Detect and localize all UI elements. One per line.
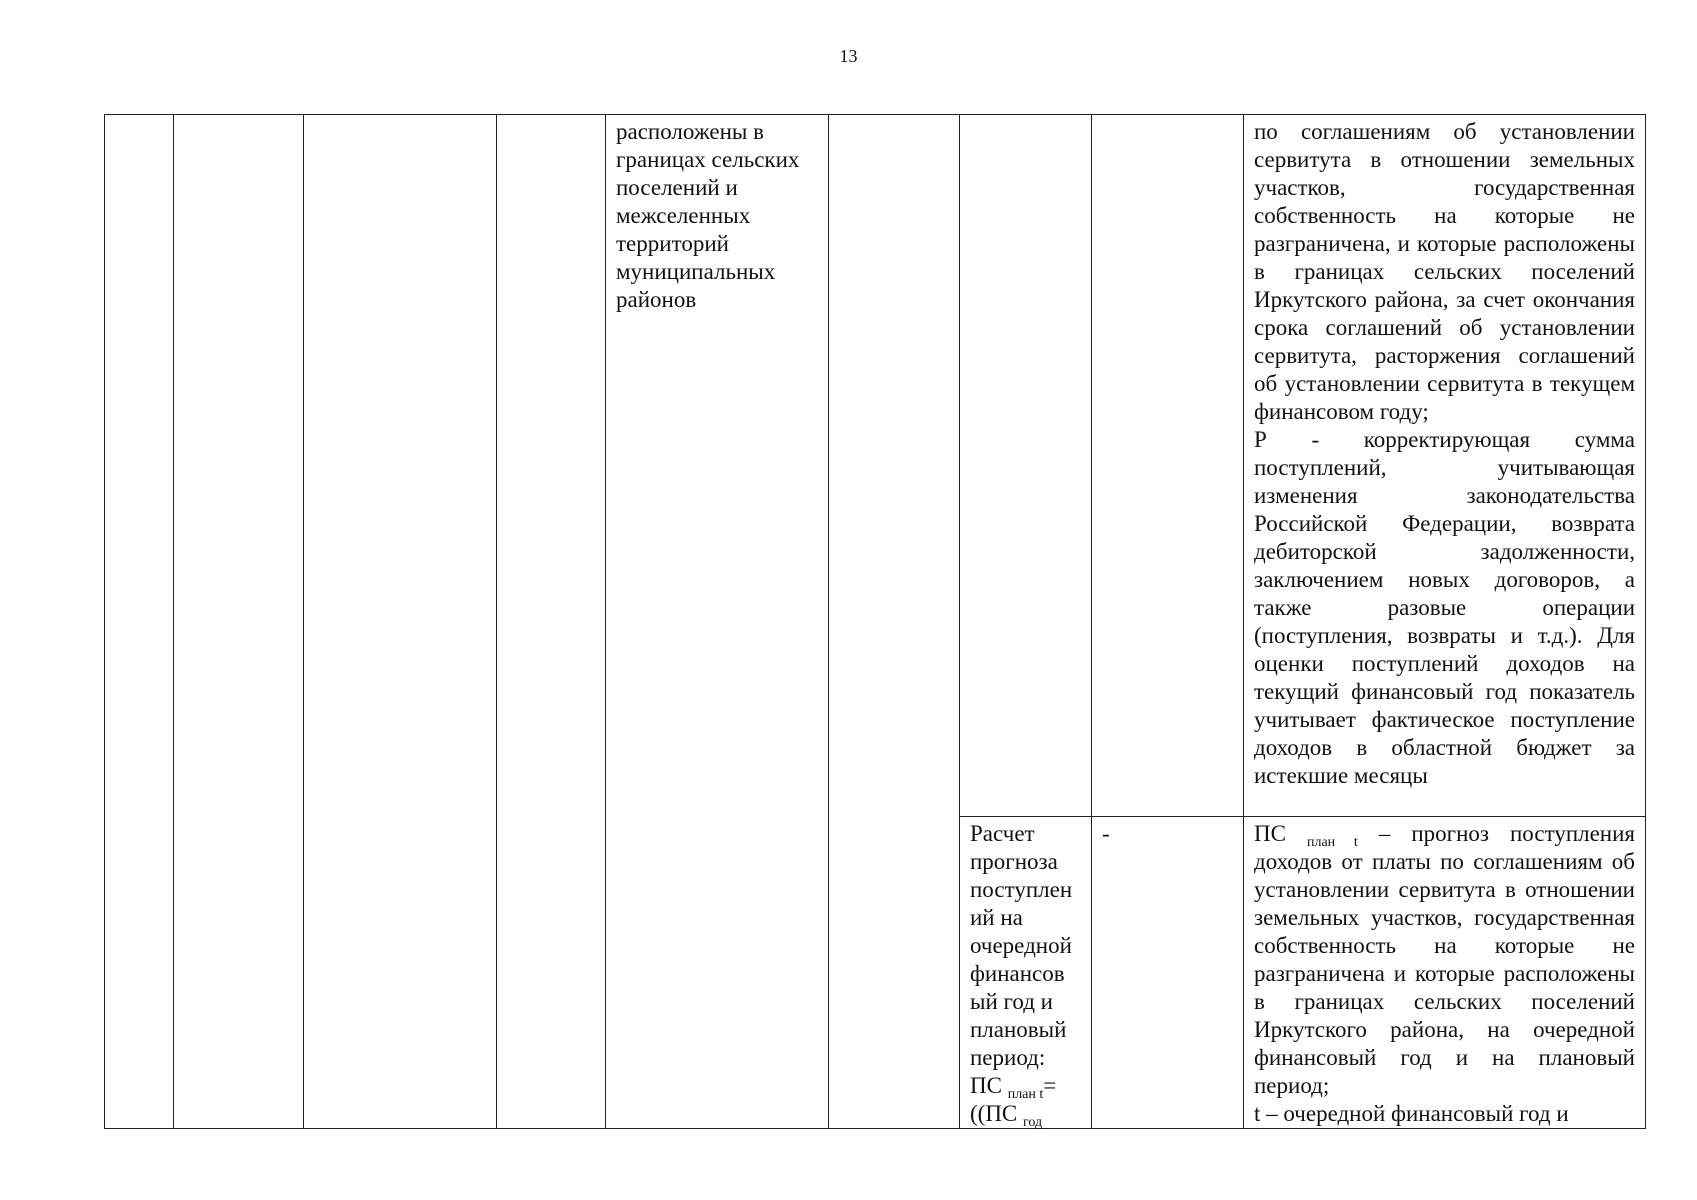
formula-subscript: план t [1306,835,1358,850]
table-cell-col7 [960,817,1092,1129]
table-cell-col4 [497,115,606,1129]
document-table [104,114,1646,1129]
formula-line [970,1072,1081,1100]
paragraph: по соглашениям об установлении сервитута в отношении земельных участков, государственная собственность на которые не разграничена, и которые расположены в границах сельских поселений Иркутского района, за счет окончания срока соглашений об установлении сервитута, расторжения соглашений об установлении сервитута в текущем финансовом году; [1254,119,1635,424]
formula-line [970,1100,1081,1128]
formula-symbol: ПС [970,1073,1002,1098]
table-cell-col9 [1244,115,1646,817]
table-cell-col8 [1092,115,1244,817]
formula-subscript: план t [1007,1087,1044,1102]
table-cell-col6 [829,115,960,1129]
table-row [105,115,1646,817]
table-cell-col1 [105,115,174,1129]
paragraph: Р - корректирующая сумма поступлений, учитывающая изменения законодательства Российской Федерации, возврата дебиторской задолженности, заключением новых договоров, а также разовые операции (поступления, возвраты и т.д.). Для оценки поступлений доходов на текущий финансовый год показатель учитывает фактическое поступление доходов в областной бюджет за истекшие месяцы [1254,427,1635,788]
formula-symbol: ПС [1254,821,1286,846]
table-cell-col7 [960,115,1092,817]
table-cell-col9 [1244,817,1646,1129]
paragraph: t – очередной финансовый год и [1254,1101,1569,1126]
table-cell-col3 [304,115,497,1129]
formula-subscript: год [1023,1115,1043,1130]
formula-equals: = [1043,1073,1057,1098]
definition-text: – прогноз поступления доходов от платы по соглашениям об установлении сервитута в отношении земельных участков, государственная собственность на которые не разграничена и которые расположены в границах сельских поселений Иркутского района, на очередной финансовый год и на плановый период; [1254,821,1636,1098]
calculation-label: Расчет прогноза поступлен ий на очередной финансов ый год и плановый период: [970,821,1073,1070]
table-cell-col8: - [1092,817,1244,1129]
page-number: 13 [839,46,858,66]
table-cell-col2 [174,115,304,1129]
table-cell-col5: расположены в границах сельских поселений и межселенных территорий муниципальных районов [606,115,829,1129]
paragraph [1254,820,1635,1100]
formula-symbol: ((ПС [970,1101,1018,1126]
